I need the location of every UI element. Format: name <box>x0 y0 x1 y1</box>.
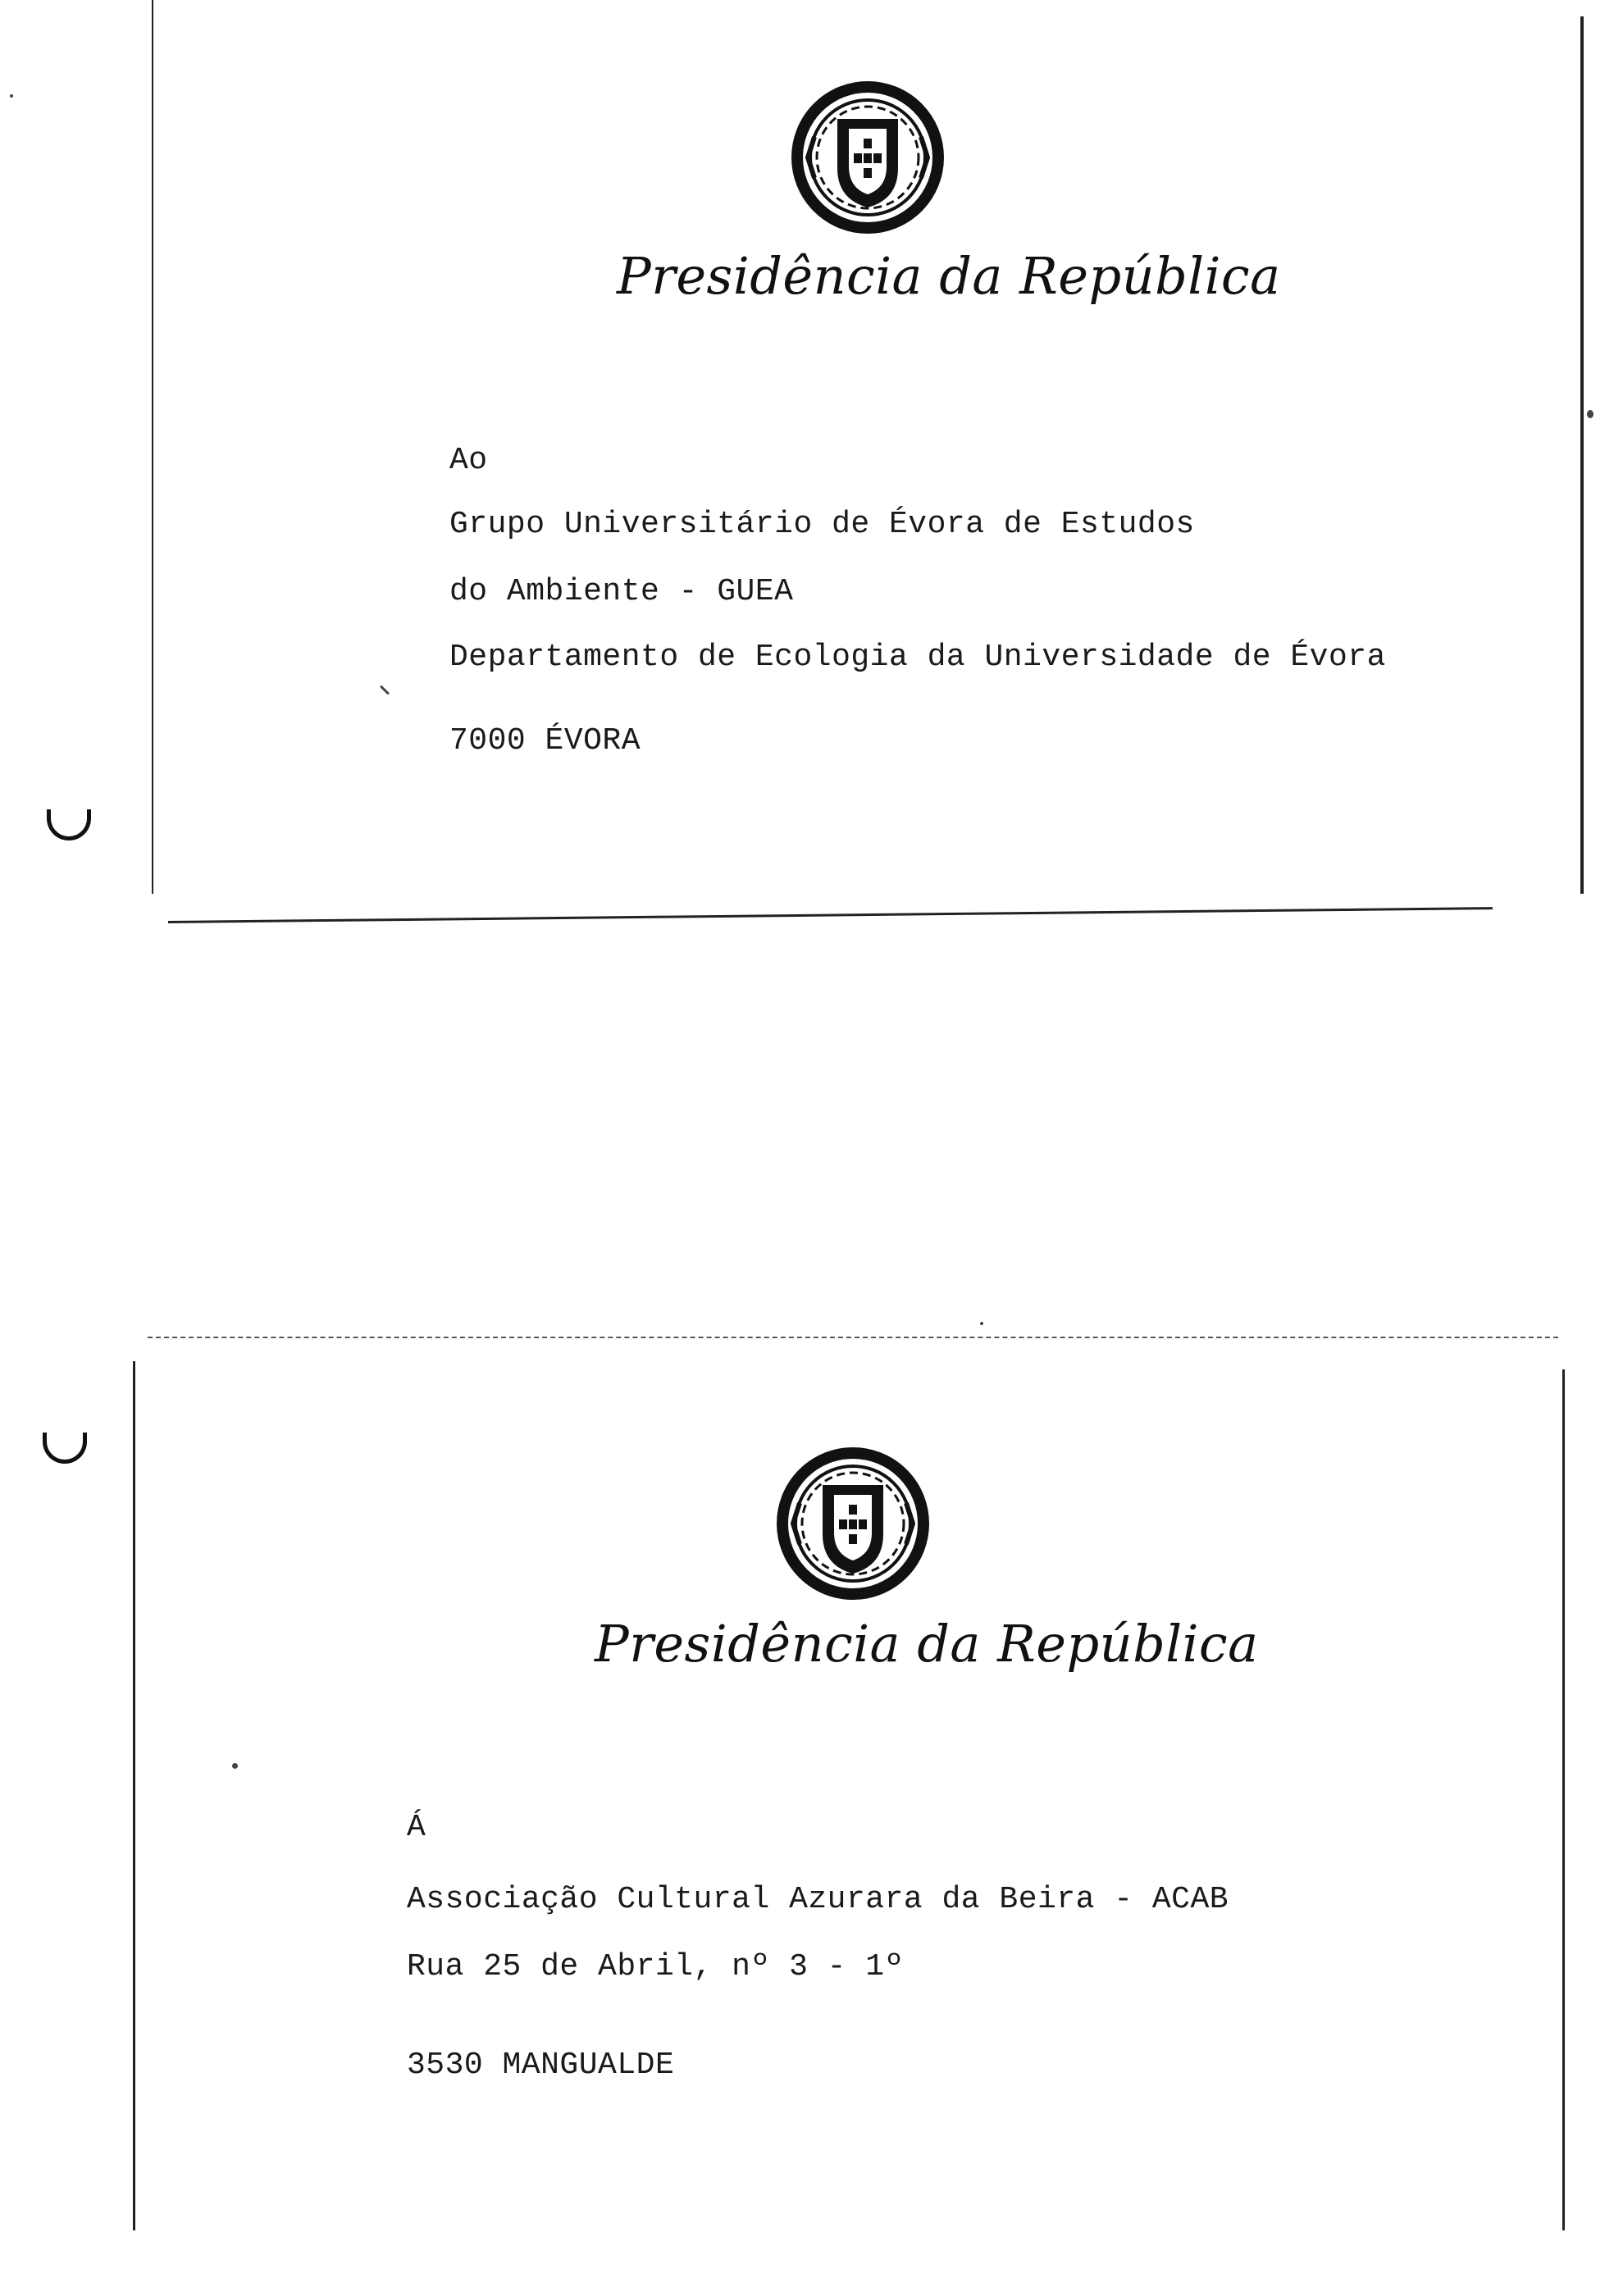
address-line-2: do Ambiente - GUEA <box>449 574 794 609</box>
scan-speck <box>380 685 390 695</box>
coat-of-arms-seal-icon <box>790 80 946 235</box>
address-line-3: Departamento de Ecologia da Universidade de Évora <box>449 640 1386 675</box>
salutation: Ao <box>449 443 488 478</box>
letterhead-title: Presidência da República <box>595 1614 1259 1674</box>
top-edge-bottom <box>148 1337 1558 1338</box>
punch-hole-bottom <box>43 1433 87 1464</box>
letterhead-title: Presidência da República <box>617 246 1281 306</box>
postal-line: 3530 MANGUALDE <box>407 2048 675 2083</box>
salutation: Á <box>407 1810 426 1845</box>
coat-of-arms-seal-icon <box>775 1446 931 1601</box>
scan-speck <box>10 94 13 98</box>
bottom-edge-top <box>168 907 1493 923</box>
scan-speck <box>232 1763 238 1769</box>
postal-line: 7000 ÉVORA <box>449 723 641 758</box>
left-edge-top <box>152 0 153 894</box>
address-line-1: Associação Cultural Azurara da Beira - ACAB <box>407 1882 1229 1917</box>
address-line-1: Grupo Universitário de Évora de Estudos <box>449 507 1195 542</box>
scan-speck <box>980 1322 983 1325</box>
address-line-2: Rua 25 de Abril, nº 3 - 1º <box>407 1949 904 1984</box>
right-edge-top <box>1580 16 1584 894</box>
scan-speck <box>1587 410 1593 418</box>
left-edge-bottom <box>133 1361 135 2230</box>
punch-hole-top <box>47 809 91 840</box>
right-edge-bottom <box>1562 1369 1565 2230</box>
